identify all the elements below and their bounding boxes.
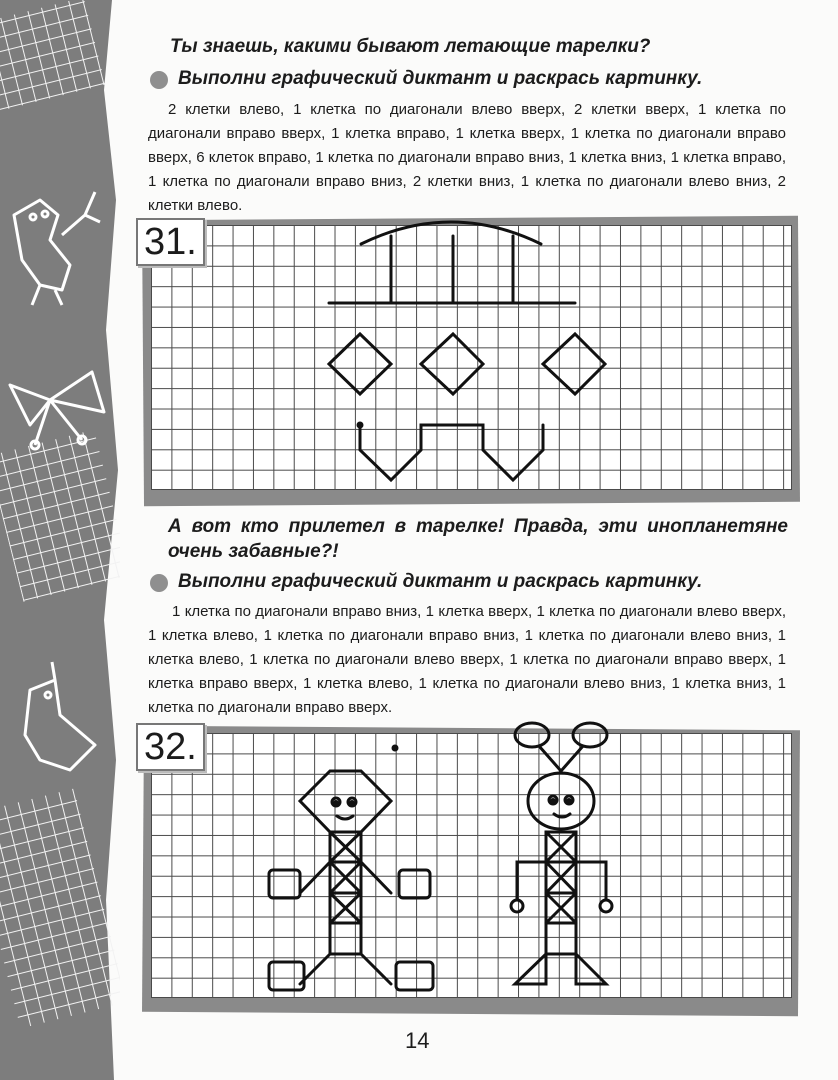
dictation-text-1: 2 клетки влево, 1 клетка по диагонали влево вверх, 2 клетки вверх, 1 клетка по диагонали вправо вверх, 1 клетка вправо, 1 клетка вверх, 1 клетка по диагонали вправо вверх, 6 клеток вправо, 1 клетка по диагонали вправо вниз, 1 клетка вниз, 1 клетка вправо, 1 клетка по диагонали вправо вниз, 2 клетки вниз, 1 клетка по диагонали влево вниз, 2 клетки влево.	[148, 101, 786, 214]
question-heading-1: Ты знаешь, какими бывают летающие тарелки?	[170, 36, 651, 57]
decorative-sidebar	[0, 0, 120, 1080]
dictation-text-2: 1 клетка по диагонали вправо вниз, 1 клетка вверх, 1 клетка по диагонали влево вверх, 1 клетка влево, 1 клетка по диагонали вправо вниз, 1 клетка по диагонали влево вниз, 1 клетка влево, 1 клетка по диагонали влево вверх, 1 клетка по диагонали вправо вверх, 1 клетка вправо вверх, 1 клетка влево, 1 клетка по диагонали влево вниз, 1 клетка вниз, 1 клетка по диагонали вправо вверх.	[148, 603, 786, 716]
instruction-heading-1: Выполни графический диктант и раскрась картинку.	[178, 68, 703, 89]
bullet-icon	[150, 574, 168, 592]
instruction-heading-2: Выполни графический диктант и раскрась картинку.	[178, 571, 703, 592]
exercise-number-31: 31.	[136, 218, 205, 266]
bullet-icon	[150, 71, 168, 89]
question-heading-2: А вот кто прилетел в тарелке! Правда, эти инопланетяне очень забавные?!	[168, 516, 788, 562]
drawing-grid-31	[151, 225, 792, 490]
page-number: 14	[405, 1028, 430, 1053]
drawing-grid-32	[151, 733, 792, 998]
exercise-number-32: 32.	[136, 723, 205, 771]
